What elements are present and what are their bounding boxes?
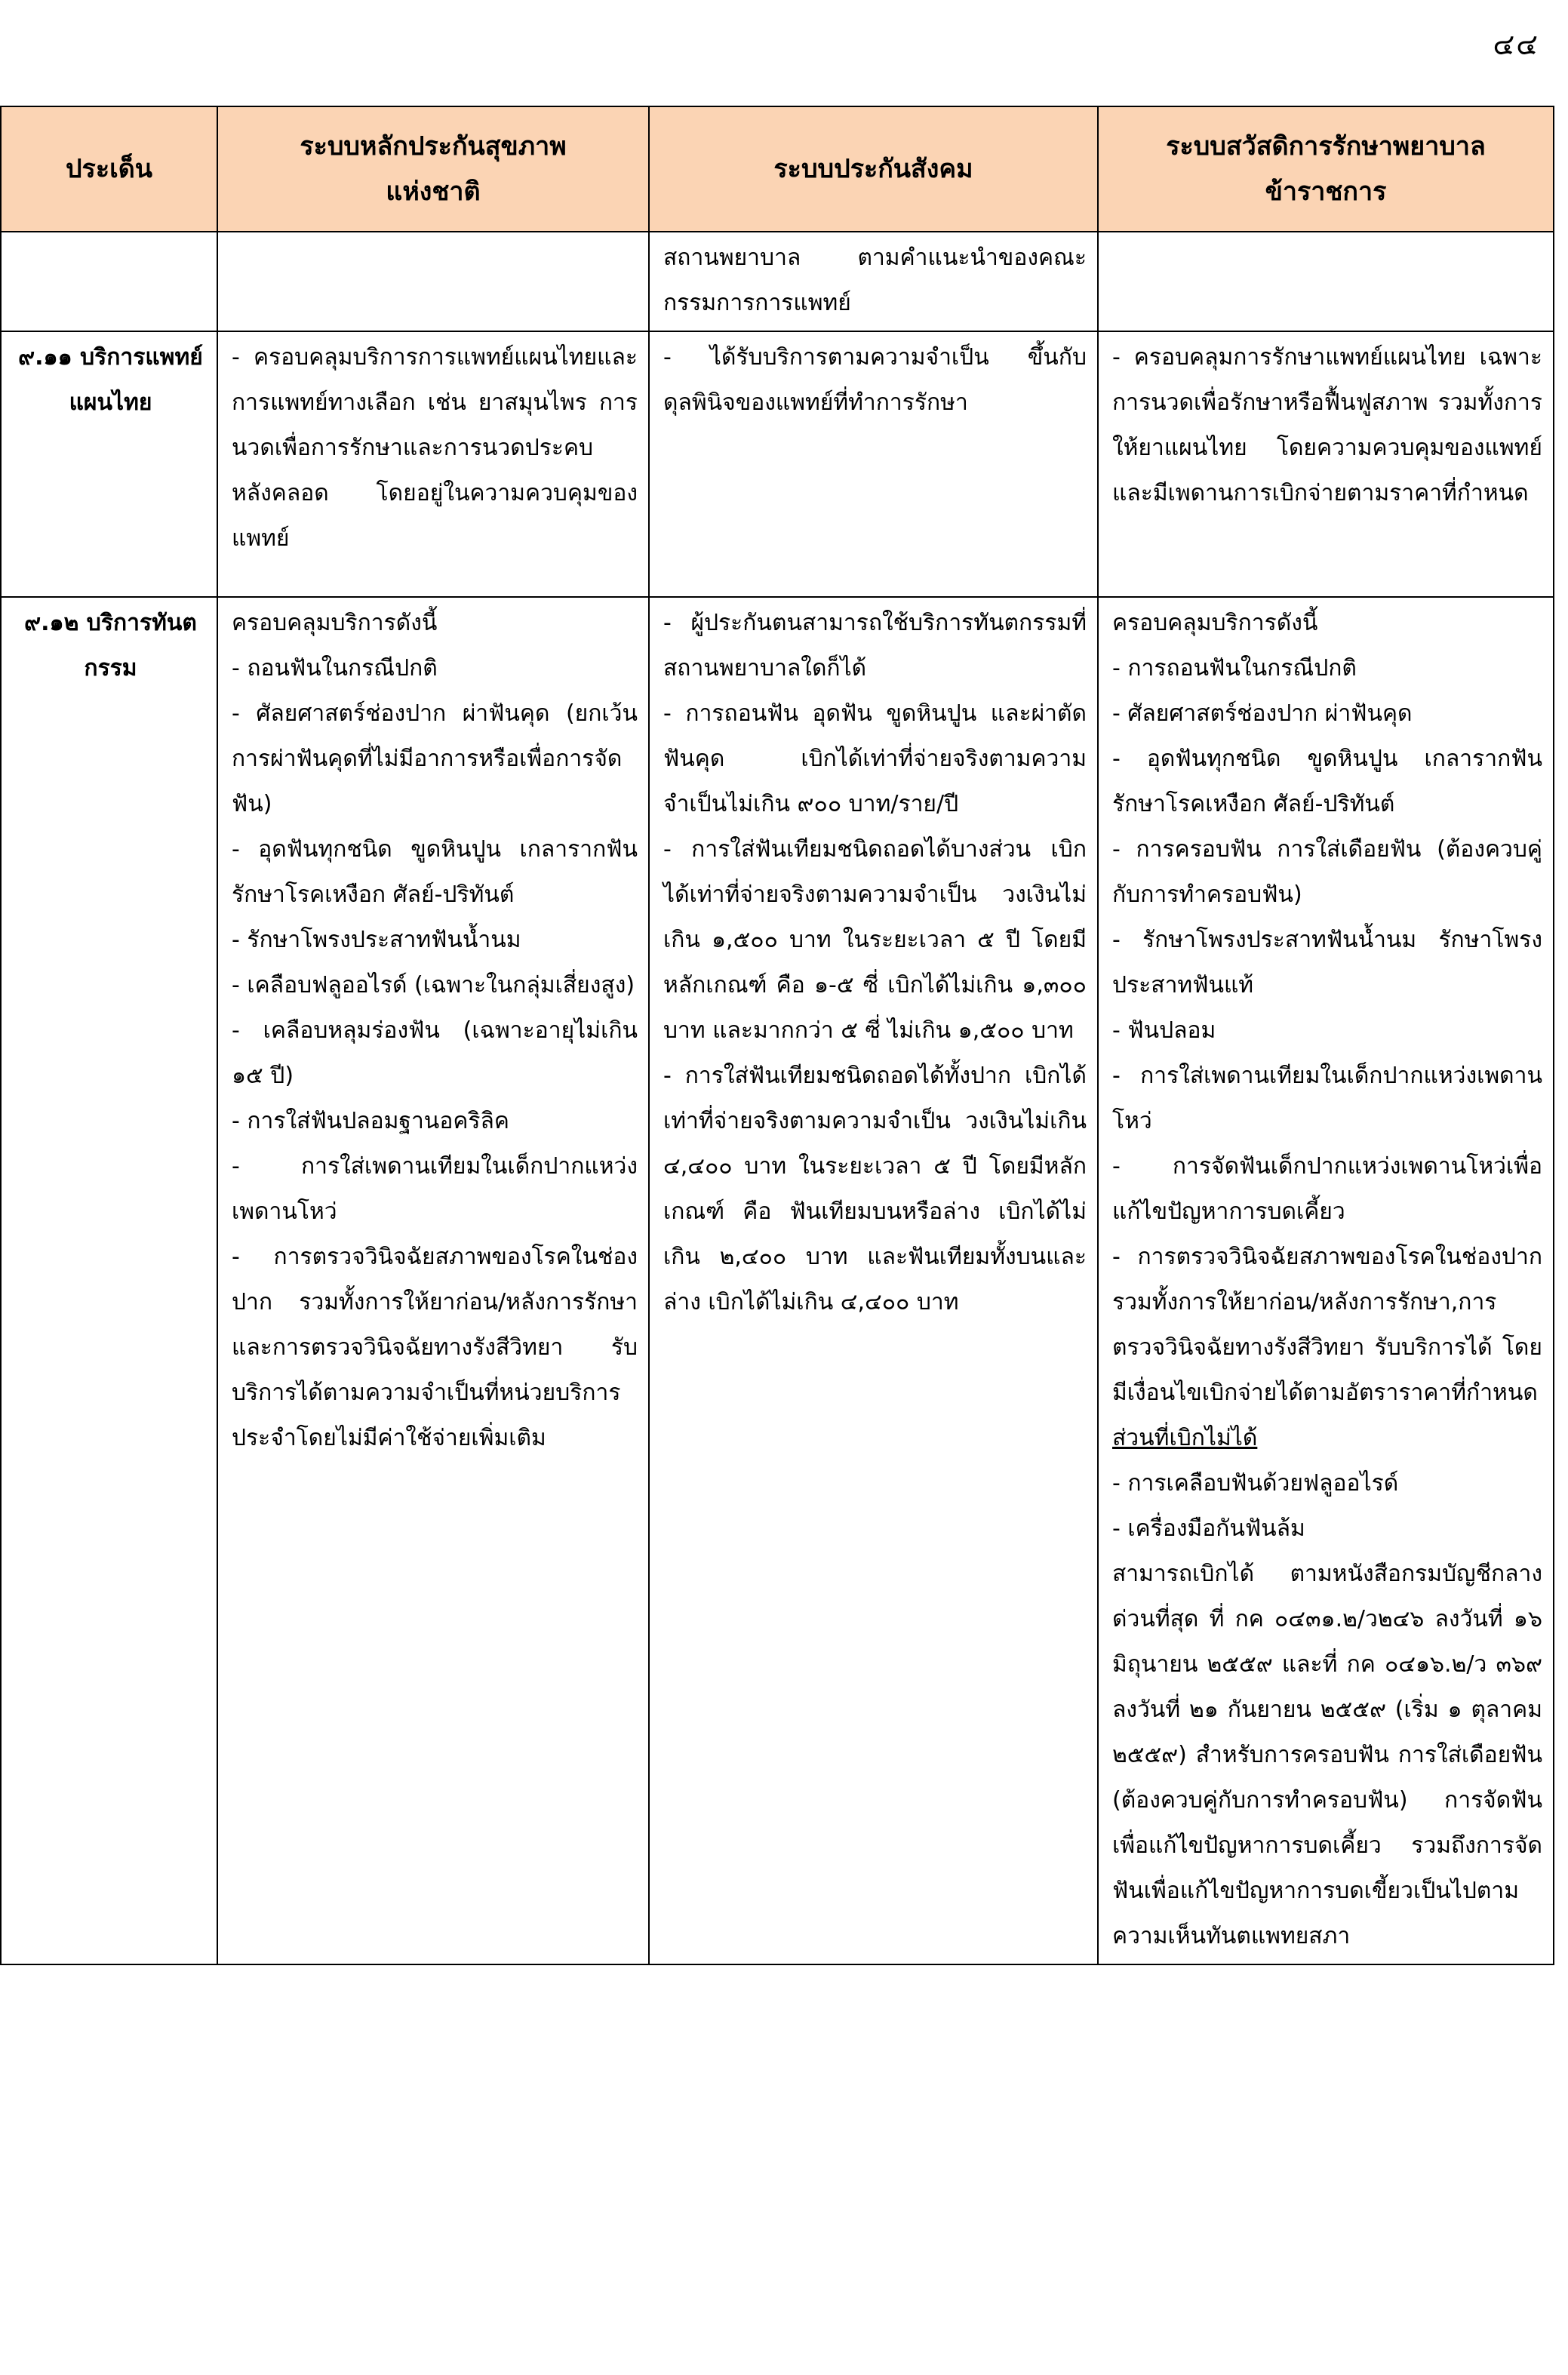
list-item: - การตรวจวินิจฉัยสภาพของโรคในช่องปาก รวมทั้งการให้ยาก่อน/หลังการรักษา และการตรวจวินิจฉัยทางรังสีวิทยา รับบริการได้ตามความจำเป็นที่หน่วยบริการประจำโดยไม่มีค่าใช้จ่ายเพิ่มเติม xyxy=(232,1244,638,1451)
cell-911-uc: - ครอบคลุมบริการการแพทย์แผนไทยและการแพทย์ทางเลือก เช่น ยาสมุนไพร การนวดเพื่อการรักษาและการนวดประคบหลังคลอด โดยอยู่ในความควบคุมของแพทย์ xyxy=(217,331,649,597)
list-item: - การถอนฟัน อุดฟัน ขูดหินปูน และผ่าตัดฟันคุด เบิกได้เท่าที่จ่ายจริงตามความ จำเป็นไม่เกิน ๙๐๐ บาท/ราย/ปี xyxy=(663,700,1087,817)
list-item: - การครอบฟัน การใส่เดือยฟัน (ต้องควบคู่กับการทำครอบฟัน) xyxy=(1112,836,1542,908)
list-item: - เคลือบฟลูออไรด์ (เฉพาะในกลุ่มเสี่ยงสูง) xyxy=(232,972,635,998)
header-csmbs-line2: ข้าราชการ xyxy=(1265,177,1387,207)
page-number: ๔๔ xyxy=(1493,28,1539,61)
header-sso: ระบบประกันสังคม xyxy=(649,106,1098,232)
list-item: - ฟันปลอม xyxy=(1112,1017,1216,1044)
list-item: - รักษาโพรงประสาทฟันน้ำนม รักษาโพรงประสาทฟันแท้ xyxy=(1112,927,1542,998)
list-item: - ศัลยศาสตร์ช่องปาก ผ่าฟันคุด xyxy=(1112,700,1413,727)
list-item: - การใส่เพดานเทียมในเด็กปากแหว่งเพดานโหว่ xyxy=(232,1153,638,1225)
header-csmbs-line1: ระบบสวัสดิการรักษาพยาบาล xyxy=(1166,131,1486,162)
cell-911-csmbs: - ครอบคลุมการรักษาแพทย์แผนไทย เฉพาะการนวดเพื่อรักษาหรือฟื้นฟูสภาพ รวมทั้งการให้ยาแผนไทย โดยความควบคุมของแพทย์ และมีเพดานการเบิกจ่ายตามราคาที่กำหนด xyxy=(1098,331,1554,597)
list-item: - การเคลือบฟันด้วยฟลูออไรด์ xyxy=(1112,1470,1399,1497)
cell-912-csmbs xyxy=(1098,597,1554,1964)
list-item: - การใส่ฟันเทียมชนิดถอดได้ทั้งปาก เบิกได้เท่าที่จ่ายจริงตามความจำเป็น วงเงินไม่เกิน ๔,๔๐๐ บาท ในระยะเวลา ๕ ปี โดยมีหลักเกณฑ์ คือ ฟันเทียมบนหรือล่าง เบิกได้ไม่เกิน ๒,๔๐๐ บาท และฟันเทียมทั้งบนและล่าง เบิกได้ไม่เกิน ๔,๔๐๐ บาท xyxy=(663,1063,1087,1315)
list-item: - ศัลยศาสตร์ช่องปาก ผ่าฟันคุด (ยกเว้นการผ่าฟันคุดที่ไม่มีอาการหรือเพื่อการจัดฟัน) xyxy=(232,700,638,817)
header-issue: ประเด็น xyxy=(1,106,217,232)
list-item: - การจัดฟันเด็กปากแหว่งเพดานโหว่เพื่อแก้ไขปัญหาการบดเคี้ยว xyxy=(1112,1153,1542,1225)
list-item: - เครื่องมือกันฟันล้ม xyxy=(1112,1515,1305,1542)
list-item: - การใส่ฟันเทียมชนิดถอดได้บางส่วน เบิกได้เท่าที่จ่ายจริงตามความจำเป็น วงเงินไม่เกิน ๑,๕๐๐ บาท ในระยะเวลา ๕ ปี โดยมีหลักเกณฑ์ คือ ๑-๕ ซี่ เบิกได้ไม่เกิน ๑,๓๐๐ บาท และมากกว่า ๕ ซี่ ไม่เกิน ๑,๕๐๐ บาท xyxy=(663,836,1087,1044)
comparison-table xyxy=(0,106,1554,1965)
header-csmbs xyxy=(1098,106,1554,232)
list-item: - ถอนฟันในกรณีปกติ xyxy=(232,655,438,681)
cell-911-sso: - ได้รับบริการตามความจำเป็น ขึ้นกับดุลพินิจของแพทย์ที่ทำการรักษา xyxy=(649,331,1098,597)
header-uc xyxy=(217,106,649,232)
list-item: - การตรวจวินิจฉัยสภาพของโรคในช่องปาก รวมทั้งการให้ยาก่อน/หลังการรักษา,การตรวจวินิจฉัยทางรังสีวิทยา รับบริการได้ โดยมีเงื่อนไขเบิกจ่ายได้ตามอัตราราคาที่กำหนด xyxy=(1112,1244,1542,1406)
list-item: สามารถเบิกได้ ตามหนังสือกรมบัญชีกลาง ด่วนที่สุด ที่ กค ๐๔๓๑.๒/ว๒๔๖ ลงวันที่ ๑๖ มิถุนายน ๒๕๕๙ และที่ กค ๐๔๑๖.๒/ว ๓๖๙ ลงวันที่ ๒๑ กันยายน ๒๕๕๙ (เริ่ม ๑ ตุลาคม ๒๕๕๙) สำหรับการครอบฟัน การใส่เดือยฟัน (ต้องควบคู่กับการทำครอบฟัน) การจัดฟันเพื่อแก้ไขปัญหาการบดเคี้ยว รวมถึงการจัดฟันเพื่อแก้ไขปัญหาการบดเขี้ยวเป็นไปตามความเห็นทันตแพทยสภา xyxy=(1112,1561,1542,1949)
list-item: - รักษาโพรงประสาทฟันน้ำนม xyxy=(232,927,521,953)
list-item: - เคลือบหลุมร่องฟัน (เฉพาะอายุไม่เกิน ๑๕ ปี) xyxy=(232,1017,638,1089)
not-reimbursable-heading: ส่วนที่เบิกไม่ได้ xyxy=(1112,1425,1258,1451)
cell-continued-sso: สถานพยาบาล ตามคำแนะนำของคณะกรรมการการแพทย์ xyxy=(649,232,1098,331)
table-row-continued xyxy=(1,232,1554,331)
table-row-thai-medicine xyxy=(1,331,1554,597)
list-item: ครอบคลุมบริการดังนี้ xyxy=(1112,610,1318,636)
list-item: ครอบคลุมบริการดังนี้ xyxy=(232,610,438,636)
list-item: - อุดฟันทุกชนิด ขูดหินปูน เกลารากฟัน รักษาโรคเหงือก ศัลย์-ปริทันต์ xyxy=(232,836,638,908)
cell-912-sso xyxy=(649,597,1098,1964)
list-item: - อุดฟันทุกชนิด ขูดหินปูน เกลารากฟัน รักษาโรคเหงือก ศัลย์-ปริทันต์ xyxy=(1112,746,1542,817)
list-item: - ผู้ประกันตนสามารถใช้บริการทันตกรรมที่สถานพยาบาลใดก็ได้ xyxy=(663,610,1087,681)
cell-911-topic: ๙.๑๑ บริการแพทย์แผนไทย xyxy=(1,331,217,597)
header-row xyxy=(1,106,1554,232)
cell-912-topic: ๙.๑๒ บริการทันตกรรม xyxy=(1,597,217,1964)
list-item: - การใส่ฟันปลอมฐานอคริลิค xyxy=(232,1108,509,1134)
cell-continued-uc xyxy=(217,232,649,331)
list-item: - การใส่เพดานเทียมในเด็กปากแหว่งเพดานโหว่ xyxy=(1112,1063,1542,1134)
list-item: - การถอนฟันในกรณีปกติ xyxy=(1112,655,1357,681)
cell-continued-csmbs xyxy=(1098,232,1554,331)
cell-continued-topic xyxy=(1,232,217,331)
header-uc-line2: แห่งชาติ xyxy=(386,177,481,207)
table-row-dental xyxy=(1,597,1554,1964)
cell-912-uc xyxy=(217,597,649,1964)
header-uc-line1: ระบบหลักประกันสุขภาพ xyxy=(300,131,567,162)
